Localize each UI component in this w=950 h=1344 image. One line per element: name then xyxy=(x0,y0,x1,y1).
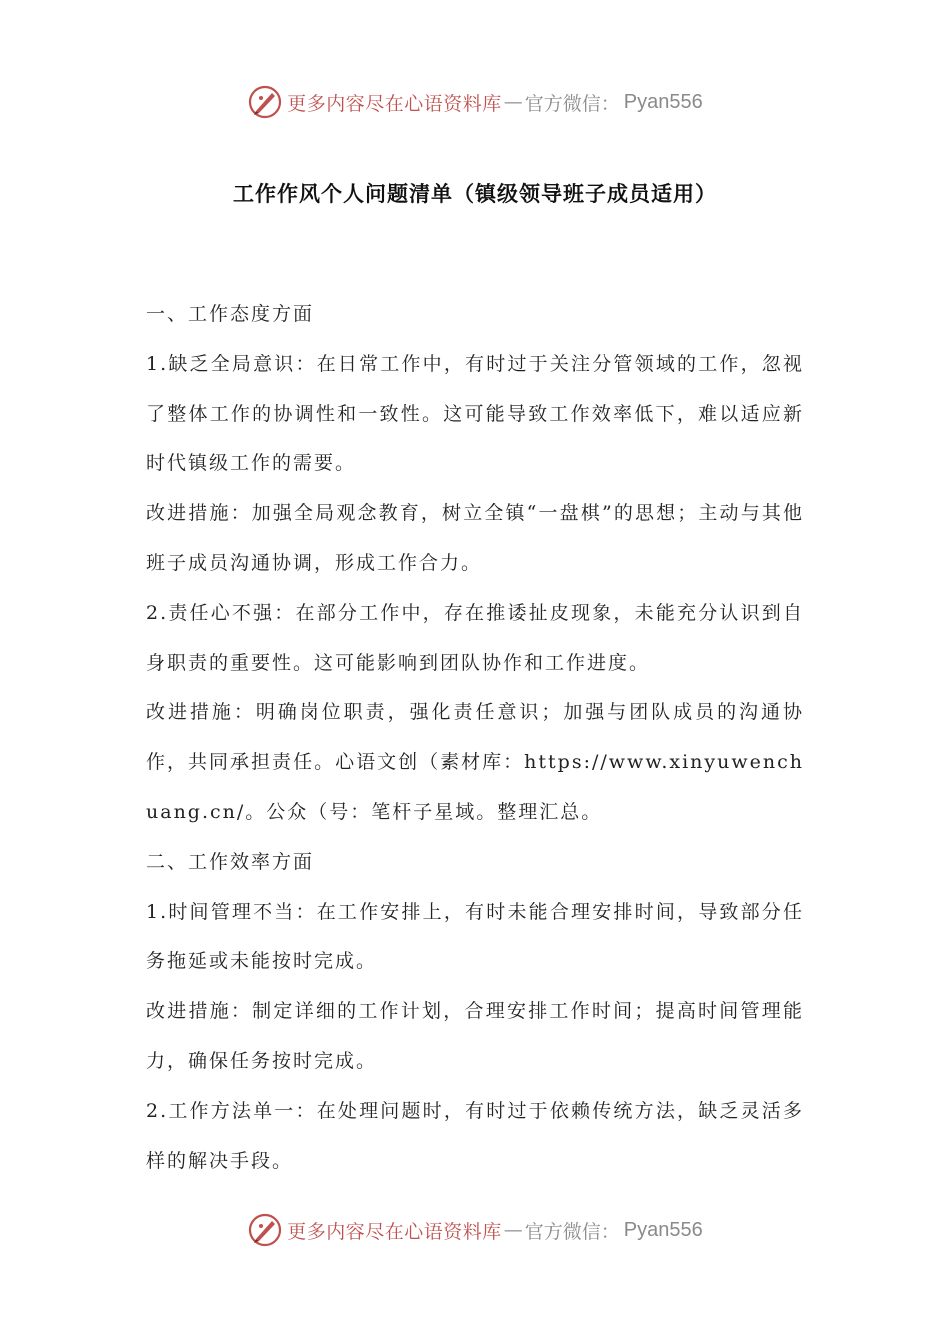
section-heading-attitude: 一、工作态度方面 xyxy=(146,303,315,325)
document-body xyxy=(146,290,804,1186)
pen-logo-icon xyxy=(247,84,283,120)
issue-paragraph: 2.工作方法单一：在处理问题时，有时过于依赖传统方法，缺乏灵活多样的解决手段。 xyxy=(146,1099,804,1172)
issue-paragraph: 1.时间管理不当：在工作安排上，有时未能合理安排时间，导致部分任务拖延或未能按时完成。 xyxy=(146,900,804,973)
pen-logo-icon xyxy=(247,1212,283,1248)
measure-paragraph: 改进措施：制定详细的工作计划，合理安排工作时间；提高时间管理能力，确保任务按时完成。 xyxy=(146,1000,804,1072)
banner-wechat-id: Pyan556 xyxy=(623,90,703,113)
measure-paragraph: 改进措施：明确岗位职责，强化责任意识；加强与团队成员的沟通协作，共同承担责任。心语文创（素材库：https://www.xinyuwenchuang.cn/。公众（号：笔杆子星域。整理汇总。 xyxy=(146,701,804,823)
banner-wechat-label: 官方微信： xyxy=(524,1220,620,1243)
banner-site-text: 更多内容尽在心语资料库 xyxy=(287,1220,502,1243)
banner-dash: — xyxy=(503,91,523,113)
measure-paragraph: 改进措施：加强全局观念教育，树立全镇“一盘棋”的思想；主动与其他班子成员沟通协调，形成工作合力。 xyxy=(146,502,804,574)
header-watermark-banner xyxy=(0,80,950,124)
document-title: 工作作风个人问题清单（镇级领导班子成员适用） xyxy=(233,182,717,206)
banner-wechat-id: Pyan556 xyxy=(623,1218,703,1241)
banner-dash: — xyxy=(503,1219,523,1241)
issue-paragraph: 2.责任心不强：在部分工作中，存在推诿扯皮现象，未能充分认识到自身职责的重要性。这可能影响到团队协作和工作进度。 xyxy=(146,601,804,674)
banner-site-text: 更多内容尽在心语资料库 xyxy=(287,92,502,115)
section-heading-efficiency: 二、工作效率方面 xyxy=(146,850,315,873)
issue-paragraph: 1.缺乏全局意识：在日常工作中，有时过于关注分管领域的工作，忽视了整体工作的协调性和一致性。这可能导致工作效率低下，难以适应新时代镇级工作的需要。 xyxy=(146,352,804,475)
banner-wechat-label: 官方微信： xyxy=(524,92,620,115)
footer-watermark-banner xyxy=(0,1208,950,1252)
